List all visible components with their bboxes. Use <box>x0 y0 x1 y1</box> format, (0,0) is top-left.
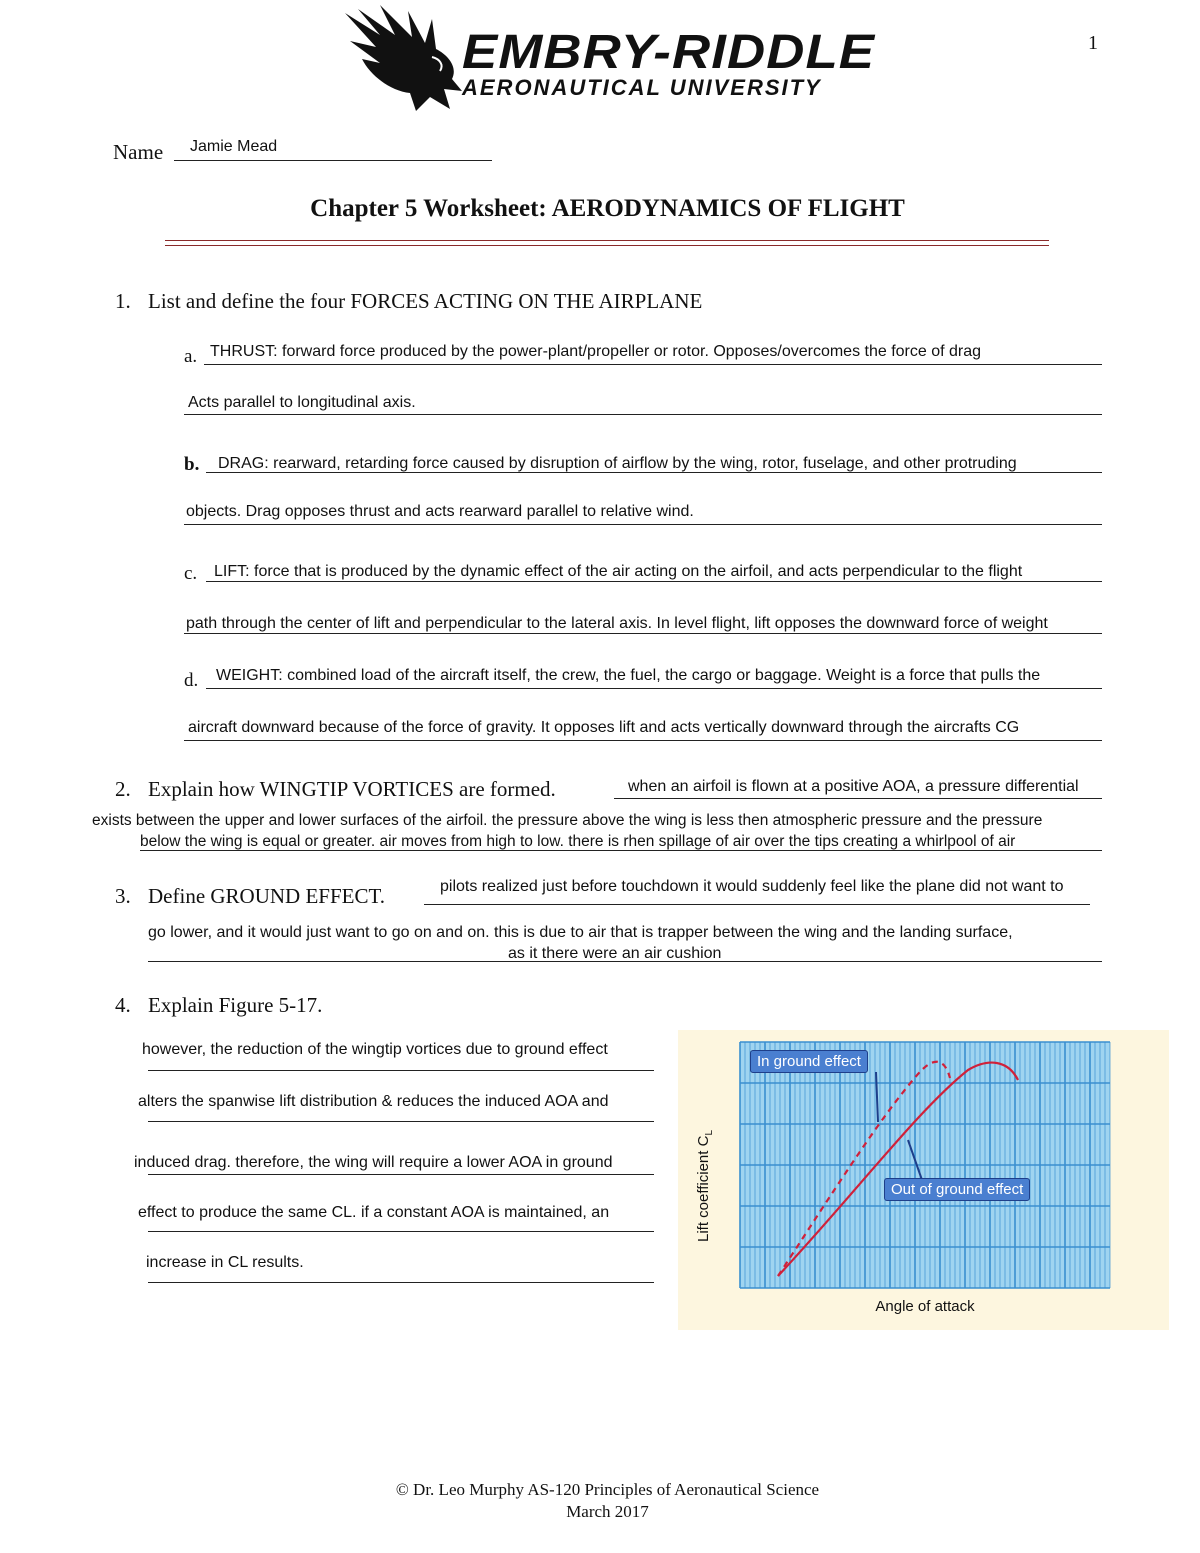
q1c-answer-line1[interactable]: LIFT: force that is produced by the dynamic effect of the air acting on the airfoil, and acts perpendicular to the flight <box>214 563 1023 580</box>
q4-answer-line4[interactable]: effect to produce the same CL. if a constant AOA is maintained, an <box>138 1204 610 1221</box>
legend-out-of-ground-effect: Out of ground effect <box>884 1178 1030 1201</box>
q3-line1 <box>424 904 1090 905</box>
q3-answer-line3[interactable]: as it there were an air cushion <box>508 945 722 962</box>
q1c-line2 <box>184 633 1102 634</box>
q1d-line2 <box>184 740 1102 741</box>
q1b-answer-line1[interactable]: DRAG: rearward, retarding force caused by disruption of airflow by the wing, rotor, fuselage, and other protruding <box>218 455 1017 472</box>
q4-line5 <box>148 1282 654 1283</box>
q1d-answer-line2[interactable]: aircraft downward because of the force of gravity. It opposes lift and acts vertically downward through the aircrafts CG <box>188 719 1020 736</box>
q4-number: 4. <box>115 993 131 1017</box>
q1c-marker: c. <box>184 563 198 584</box>
logo-subtitle: AERONAUTICAL UNIVERSITY <box>462 75 822 100</box>
footer-credit: © Dr. Leo Murphy AS-120 Principles of Aeronautical Science <box>395 1480 820 1499</box>
q2-number: 2. <box>115 777 131 801</box>
q4-answer-line3[interactable]: induced drag. therefore, the wing will require a lower AOA in ground <box>134 1154 613 1171</box>
q1d-line1 <box>206 688 1102 689</box>
q2-answer-line3[interactable]: below the wing is equal or greater. air moves from high to low. there is rhen spillage of air over the tips creating a whirlpool of air <box>140 833 1016 850</box>
q2-answer-line1[interactable]: when an airfoil is flown at a positive AOA, a pressure differential <box>628 778 1079 795</box>
q1d-answer-line1[interactable]: WEIGHT: combined load of the aircraft itself, the crew, the fuel, the cargo or baggage. Weight is a force that pulls the <box>216 667 1041 684</box>
university-logo <box>340 5 876 115</box>
name-field[interactable]: Jamie Mead <box>190 138 278 155</box>
q1c-line1 <box>206 581 1102 582</box>
page-title: Chapter 5 Worksheet: AERODYNAMICS OF FLIGHT <box>310 195 905 222</box>
y-axis-label-sub: L <box>704 1129 715 1136</box>
q4-answer-line1[interactable]: however, the reduction of the wingtip vortices due to ground effect <box>142 1041 608 1058</box>
page-number: 1 <box>1088 32 1098 54</box>
q1a-answer-line1[interactable]: THRUST: forward force produced by the power-plant/propeller or rotor. Opposes/overcomes the force of drag <box>210 343 982 360</box>
q4-answer-line5[interactable]: increase in CL results. <box>146 1254 304 1271</box>
q1-prompt: List and define the four FORCES ACTING ON THE AIRPLANE <box>148 289 703 313</box>
y-axis-label-text: Lift coefficient C <box>695 1135 712 1242</box>
figure-5-17 <box>678 1030 1169 1330</box>
logo-title: EMBRY-RIDDLE <box>462 26 876 79</box>
name-label: Name <box>113 140 164 164</box>
q1a-line2 <box>184 414 1102 415</box>
q1a-answer-line2[interactable]: Acts parallel to longitudinal axis. <box>188 394 416 411</box>
q1b-marker: b. <box>184 454 200 475</box>
q4-line4 <box>148 1231 654 1232</box>
q3-answer-line2[interactable]: go lower, and it would just want to go on and on. this is due to air that is trapper between the wing and the landing surface, <box>148 924 1013 941</box>
q4-answer-line2[interactable]: alters the spanwise lift distribution & reduces the induced AOA and <box>138 1093 609 1110</box>
q1a-marker: a. <box>184 346 198 367</box>
q1a-line1 <box>204 364 1102 365</box>
legend-in-ground-effect: In ground effect <box>750 1050 868 1073</box>
q1b-answer-line2[interactable]: objects. Drag opposes thrust and acts rearward parallel to relative wind. <box>186 503 694 520</box>
q4-line3 <box>148 1174 654 1175</box>
title-divider-top <box>165 240 1049 241</box>
q2-line1 <box>614 798 1102 799</box>
q1d-marker: d. <box>184 670 199 691</box>
q4-prompt: Explain Figure 5-17. <box>148 993 323 1017</box>
q4-line1 <box>148 1070 654 1071</box>
x-axis-label: Angle of attack <box>875 1298 975 1315</box>
q1c-answer-line2[interactable]: path through the center of lift and perpendicular to the lateral axis. In level flight, lift opposes the downward force of weight <box>186 615 1048 632</box>
eagle-icon <box>340 5 465 113</box>
footer-date: March 2017 <box>566 1502 649 1521</box>
q4-line2 <box>148 1121 654 1122</box>
q3-prompt: Define GROUND EFFECT. <box>148 884 386 908</box>
q1-number: 1. <box>115 289 131 313</box>
q3-answer-line1[interactable]: pilots realized just before touchdown it would suddenly feel like the plane did not want to <box>440 878 1064 895</box>
q1b-line2 <box>184 524 1102 525</box>
q2-prompt: Explain how WINGTIP VORTICES are formed. <box>148 777 556 801</box>
chart-grid <box>740 1042 1110 1288</box>
q2-answer-line2[interactable]: exists between the upper and lower surfaces of the airfoil. the pressure above the wing is less then atmospheric pressure and the pressure <box>92 812 1043 829</box>
title-divider-bottom <box>165 245 1049 246</box>
q3-number: 3. <box>115 884 131 908</box>
name-underline <box>174 160 492 161</box>
